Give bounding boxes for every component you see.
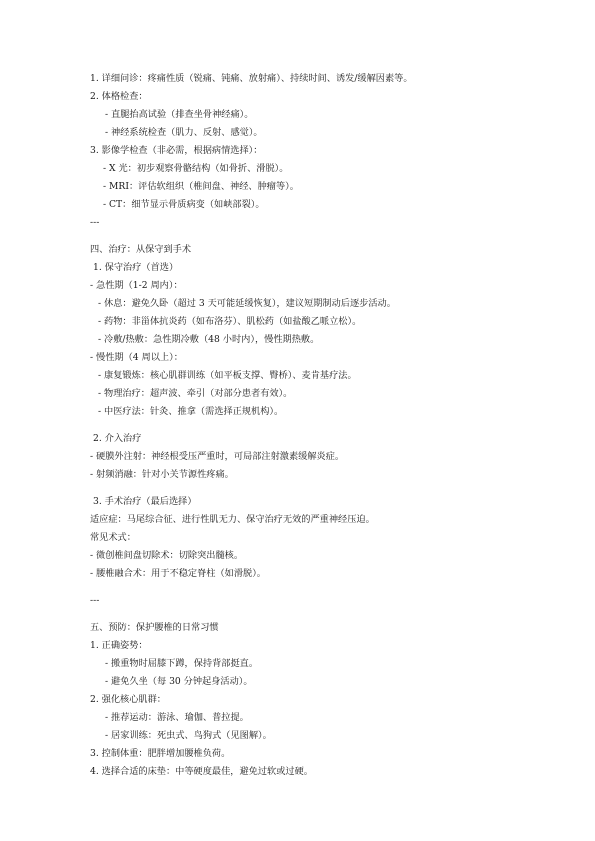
text-line: - 微创椎间盘切除术：切除突出髓核。 <box>90 550 244 561</box>
text-line: - 搬重物时屈膝下蹲，保持背部挺直。 <box>105 658 259 669</box>
text-line: - 避免久坐（每 30 分钟起身活动）。 <box>105 676 253 687</box>
text-line: - 冷敷/热敷：急性期冷敷（48 小时内），慢性期热敷。 <box>98 334 320 345</box>
text-line: 3. 手术治疗（最后选择） <box>93 496 197 507</box>
text-line: - 中医疗法：针灸、推拿（需选择正规机构）。 <box>98 406 284 417</box>
text-line: - 急性期（1-2 周内）： <box>90 280 183 291</box>
text-line: 常见术式： <box>90 532 136 543</box>
text-line: - X 光：初步观察骨骼结构（如骨折、滑脱）。 <box>103 163 289 174</box>
text-line: - 神经系统检查（肌力、反射、感觉）。 <box>105 127 263 138</box>
text-line: - 直腿抬高试验（排查坐骨神经痛）。 <box>105 109 254 120</box>
text-line: 1. 详细问诊：疼痛性质（锐痛、钝痛、放射痛）、持续时间、诱发/缓解因素等。 <box>90 73 413 84</box>
text-line: 4. 选择合适的床垫：中等硬度最佳，避免过软或过硬。 <box>90 766 313 777</box>
text-line: 适应症：马尾综合征、进行性肌无力、保守治疗无效的严重神经压迫。 <box>90 514 375 525</box>
text-line: 2. 介入治疗 <box>93 433 142 444</box>
text-line: - 推荐运动：游泳、瑜伽、普拉提。 <box>105 712 249 723</box>
section-heading: 四、治疗：从保守到手术 <box>90 244 192 255</box>
text-line: - 物理治疗：超声波、牵引（对部分患者有效）。 <box>98 388 293 399</box>
separator: --- <box>90 217 100 228</box>
text-line: - CT：细节显示骨质病变（如峡部裂）。 <box>103 199 265 210</box>
text-line: - 硬膜外注射：神经根受压严重时，可局部注射激素缓解炎症。 <box>90 451 345 462</box>
text-line: - 慢性期（4 周以上）： <box>90 352 183 363</box>
text-line: - 腰椎融合术：用于不稳定脊柱（如滑脱）。 <box>90 568 266 579</box>
text-line: - 休息：避免久卧（超过 3 天可能延缓恢复），建议短期制动后逐步活动。 <box>98 298 396 309</box>
text-line: - 药物：非甾体抗炎药（如布洛芬）、肌松药（如盐酸乙哌立松）。 <box>98 316 362 327</box>
text-line: - 居家训练：死虫式、鸟狗式（见图解）。 <box>105 730 272 741</box>
separator: --- <box>90 595 100 606</box>
section-heading: 五、预防：保护腰椎的日常习惯 <box>90 622 219 633</box>
text-line: 1. 保守治疗（首选） <box>93 262 179 273</box>
text-line: 3. 影像学检查（非必需，根据病情选择）： <box>90 145 263 156</box>
text-line: - 康复锻炼：核心肌群训练（如平板支撑、臀桥）、麦肯基疗法。 <box>98 370 357 381</box>
text-line: 1. 正确姿势： <box>90 640 148 651</box>
text-line: 2. 强化核心肌群： <box>90 694 166 705</box>
text-line: - 射频消融：针对小关节源性疼痛。 <box>90 469 234 480</box>
text-line: 3. 控制体重：肥胖增加腰椎负荷。 <box>90 748 231 759</box>
text-line: - MRI：评估软组织（椎间盘、神经、肿瘤等）。 <box>103 181 299 192</box>
text-line: 2. 体格检查： <box>90 91 148 102</box>
